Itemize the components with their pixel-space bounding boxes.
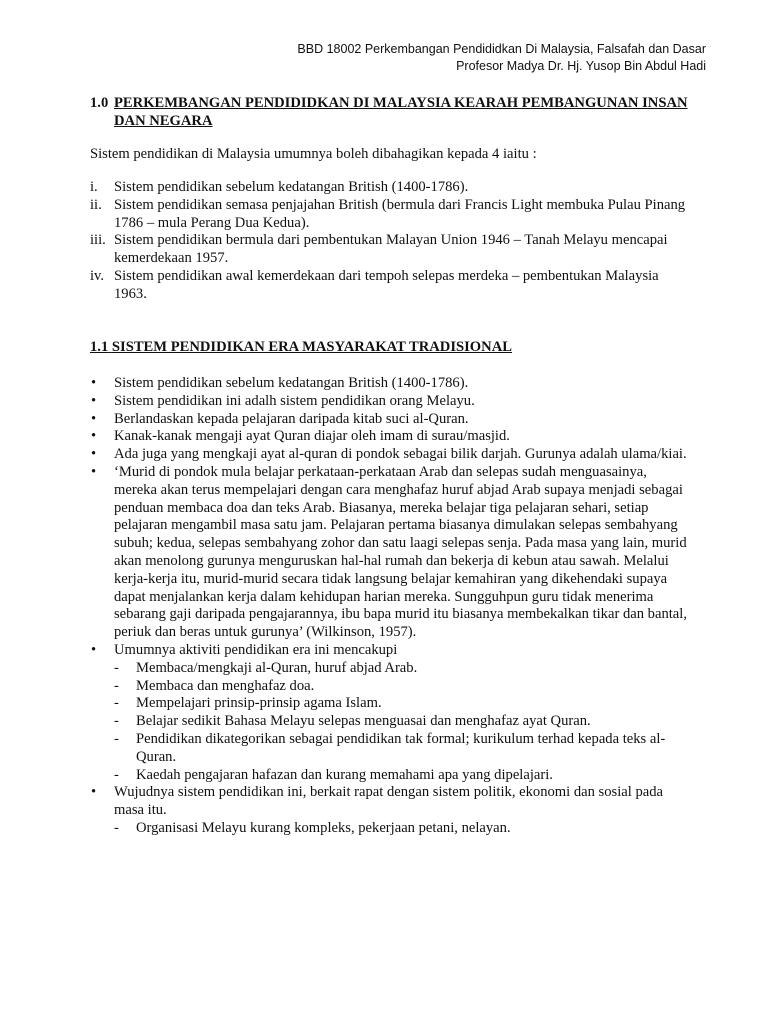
sublist-item-text: Pendidikan dikategorikan sebagai pendidikan tak formal; kurikulum terhad kepada teks al-Quran. [136,730,666,765]
list-item-text: Sistem pendidikan ini adalh sistem pendidikan orang Melayu. [114,392,475,409]
list-item [90,393,690,411]
bullet-list [90,375,690,838]
list-item-text: Sistem pendidikan awal kemerdekaan dari tempoh selepas merdeka – pembentukan Malaysia 1963. [114,267,659,302]
list-marker: iii. [90,232,106,249]
list-item [90,232,690,268]
list-item [90,411,690,429]
sublist-item [114,713,690,731]
header-course-line: BBD 18002 Perkembangan Pendididkan Di Malaysia, Falsafah dan Dasar [297,42,706,56]
activity-sublist [114,660,690,785]
sublist-item [114,695,690,713]
period-list [90,179,690,304]
list-item [90,784,690,837]
dash-marker: - [114,659,119,676]
section-heading-1-1 [90,339,690,357]
sublist-item-text: Belajar sedikit Bahasa Melayu selepas menguasai dan menghafaz ayat Quran. [136,713,591,730]
running-header [297,41,706,75]
section-number: 1.0 [90,95,109,111]
list-item-text: Sistem pendidikan bermula dari pembentukan Malayan Union 1946 – Tanah Melayu mencapai kemerdekaan 1957. [114,232,668,267]
bullet-icon: • [91,463,97,480]
header-author-line: Profesor Madya Dr. Hj. Yusop Bin Abdul Hadi [456,59,706,73]
intro-paragraph: Sistem pendidikan di Malaysia umumnya boleh dibahagikan kepada 4 iaitu : [90,146,537,162]
dash-marker: - [114,730,119,747]
list-item [90,464,690,642]
list-item [90,197,690,233]
sublist-item [114,678,690,696]
list-item [90,642,690,784]
sublist-item [114,660,690,678]
section-title: SISTEM PENDIDIKAN ERA MASYARAKAT TRADISIONAL [111,339,512,355]
sublist-item-text: Membaca/mengkaji al-Quran, huruf abjad Arab. [136,659,418,676]
dash-marker: - [114,695,119,712]
list-item-text: Berlandaskan kepada pelajaran daripada kitab suci al-Quran. [114,410,469,427]
context-sublist [114,820,690,838]
dash-marker: - [114,819,119,836]
sublist-item-text: Organisasi Melayu kurang kompleks, pekerjaan petani, nelayan. [136,819,511,836]
list-item [90,268,690,304]
sublist-item-text: Membaca dan menghafaz doa. [136,677,315,694]
list-item [90,428,690,446]
section-title-line-1: PERKEMBANGAN PENDIDIDKAN DI MALAYSIA KEARAH PEMBANGUNAN INSAN [114,95,688,111]
bullet-icon: • [91,446,97,463]
section-title-line-2: DAN NEGARA [114,112,213,129]
section-heading-1-0 [90,95,690,131]
bullet-icon: • [91,784,97,801]
bullet-icon: • [91,392,97,409]
list-marker: i. [90,179,98,195]
sublist-item-text: Mempelajari prinsip-prinsip agama Islam. [136,695,382,712]
list-marker: ii. [90,196,102,213]
list-item-text: Sistem pendidikan sebelum kedatangan British (1400-1786). [114,375,469,391]
list-marker: iv. [90,267,105,284]
sublist-item [114,731,690,767]
dash-marker: - [114,677,119,694]
list-item-text: Ada juga yang mengkaji ayat al-quran di pondok sebagai bilik darjah. Gurunya adalah ulama/kiai. [114,446,687,463]
list-item-text: Wujudnya sistem pendidikan ini, berkait rapat dengan sistem politik, ekonomi dan sosial pada masa itu. [114,784,663,819]
section-title [90,95,690,131]
section-number: 1.1 [90,339,109,355]
list-item [90,179,690,197]
bullet-icon: • [91,641,97,658]
list-item-text: Umumnya aktiviti pendidikan era ini mencakupi [114,641,398,658]
sublist-item [114,767,690,785]
list-item [90,446,690,464]
list-item-text: Kanak-kanak mengaji ayat Quran diajar oleh imam di surau/masjid. [114,428,510,445]
quotation-text: ‘Murid di pondok mula belajar perkataan-perkataan Arab dan selepas sudah menguasainya, mereka akan terus mempelajari dengan cara menghafaz huruf abjad Arab supaya menjadi sebagai penduan membaca doa dan teks Arab. Biasanya, mereka belajar tiga pelajaran sehari, setiap pelajaran mengambil masa satu jam. Pelajaran pertama biasanya dimulakan selepas sembahyang subuh; kedua, selepas sembahyang zohor dan satu laagi selepas senja. Pada masa yang lain, murid akan menolong gurunya menguruskan hal-hal rumah dan bekerja di kebun atau sawah. Melalui kerja-kerja itu, murid-murid secara tidak langsung belajar kemahiran yang dikehendaki supaya dapat menjalankan kerja dalam kehidupan harian mereka. Sungguhpun guru tidak menerima sebarang gaji daripada pengajarannya, ibu bapa murid itu biasanya membekalkan tikar dan bantal, periuk dan beras untuk gurunya’ (Wilkinson, 1957). [114,463,687,641]
dash-marker: - [114,766,119,783]
list-item-text: Sistem pendidikan semasa penjajahan British (bermula dari Francis Light membuka Pulau Pinang 1786 – mula Perang Dua Kedua). [114,196,686,231]
bullet-icon: • [91,410,97,427]
list-item-text: Sistem pendidikan sebelum kedatangan British (1400-1786). [114,179,469,195]
bullet-icon: • [91,428,97,445]
dash-marker: - [114,713,119,730]
list-item [90,375,690,393]
bullet-icon: • [91,375,97,391]
sublist-item [114,820,690,838]
sublist-item-text: Kaedah pengajaran hafazan dan kurang memahami apa yang dipelajari. [136,766,553,783]
